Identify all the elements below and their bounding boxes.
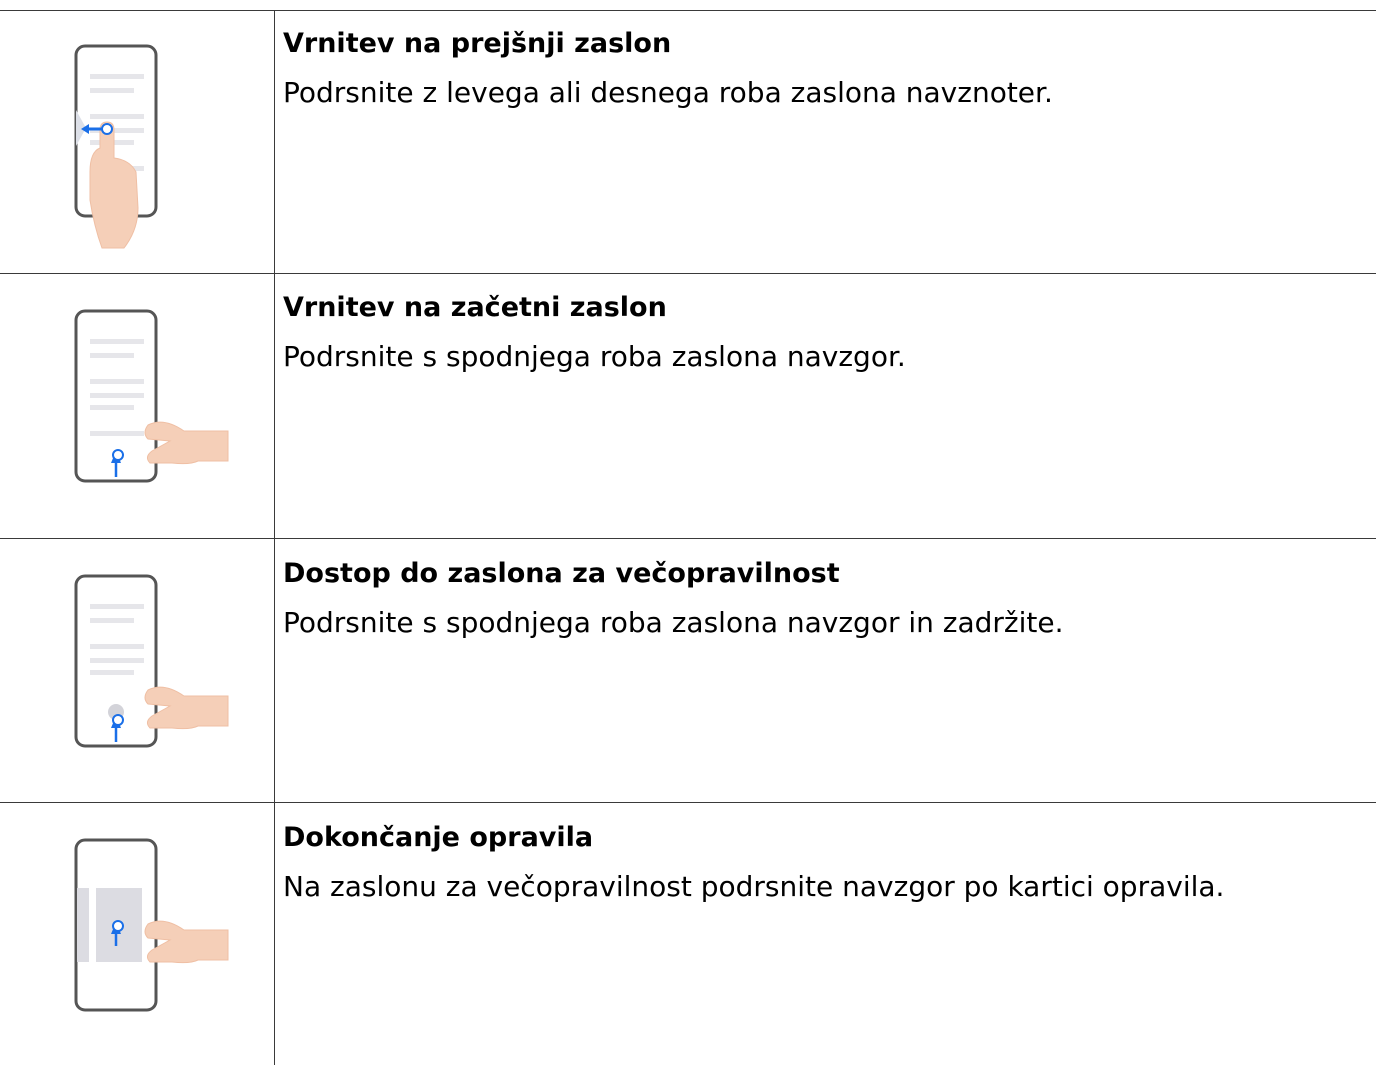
row-title: Vrnitev na začetni zaslon (283, 292, 667, 323)
row-description: Na zaslonu za večopravilnost podrsnite navzgor po kartici opravila. (283, 870, 1225, 903)
table-row (0, 538, 1376, 802)
table-row (0, 802, 1376, 1065)
row-title: Dostop do zaslona za večopravilnost (283, 558, 840, 589)
row-title: Vrnitev na prejšnji zaslon (283, 28, 672, 59)
swipe-up-hold-gesture-icon (60, 570, 240, 770)
swipe-up-card-gesture-icon (60, 834, 240, 1034)
table-row (0, 10, 1376, 273)
swipe-up-gesture-icon (60, 305, 240, 505)
row-description: Podrsnite s spodnjega roba zaslona navzgor in zadržite. (283, 606, 1064, 639)
row-description: Podrsnite s spodnjega roba zaslona navzgor. (283, 340, 906, 373)
swipe-inward-gesture-icon (60, 40, 240, 240)
row-title: Dokončanje opravila (283, 822, 594, 853)
row-description: Podrsnite z levega ali desnega roba zaslona navznoter. (283, 76, 1053, 109)
table-row (0, 273, 1376, 538)
